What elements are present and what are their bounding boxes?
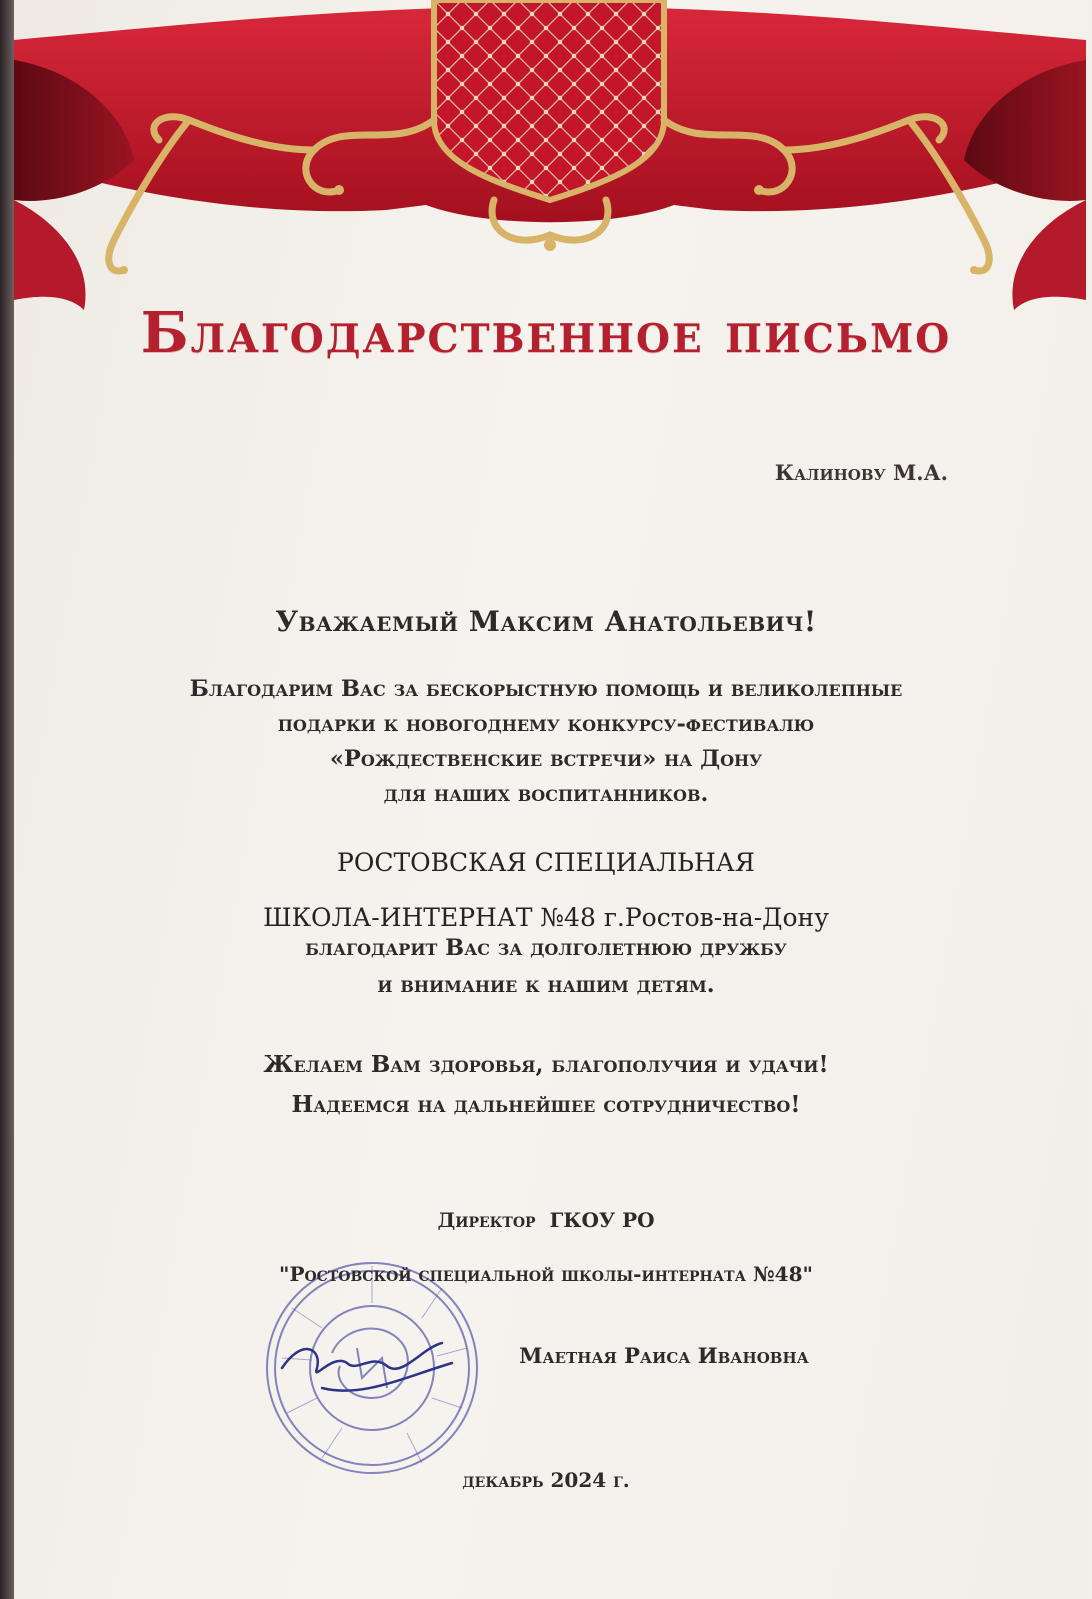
- friendship-line: благодарит Вас за долголетнюю дружбу: [305, 935, 787, 961]
- school-name-line: ШКОЛА-ИНТЕРНАТ №48 г.Ростов-на-Дону: [263, 903, 829, 932]
- wishes-paragraph: [0, 1045, 1092, 1125]
- addressee: Калинову М.А.: [774, 460, 948, 485]
- gratitude-line: подарки к новогоднему конкурсу-фестивалю: [277, 711, 815, 737]
- organization-name: "Ростовской специальной школы-интерната №48": [279, 1262, 813, 1286]
- document-date: декабрь 2024 г.: [462, 1468, 630, 1492]
- signer-name: Маетная Раиса Ивановна: [519, 1343, 809, 1368]
- director-title: Директор ГКОУ РО: [437, 1208, 655, 1232]
- wishes-line: Желаем Вам здоровья, благополучия и удачи!: [263, 1051, 829, 1078]
- school-name-line: РОСТОВСКАЯ СПЕЦИАЛЬНАЯ: [337, 848, 755, 877]
- friendship-paragraph: [0, 930, 1092, 1004]
- gratitude-line: «Рождественские встречи» на Дону: [329, 746, 763, 772]
- red-ribbon-gold-scroll-ornament-icon: [14, 0, 1086, 330]
- wishes-line: Надеемся на дальнейшее сотрудничество!: [291, 1091, 801, 1118]
- gratitude-line: Благодарим Вас за бескорыстную помощь и великолепные: [189, 676, 903, 702]
- greeting: Уважаемый Максим Анатольевич!: [275, 605, 817, 638]
- gratitude-line: для наших воспитанников.: [383, 781, 709, 807]
- gratitude-paragraph: [0, 672, 1092, 812]
- friendship-line: и внимание к нашим детям.: [377, 972, 715, 998]
- document-title: Благодарственное письмо: [140, 300, 952, 366]
- school-name: [0, 835, 1092, 945]
